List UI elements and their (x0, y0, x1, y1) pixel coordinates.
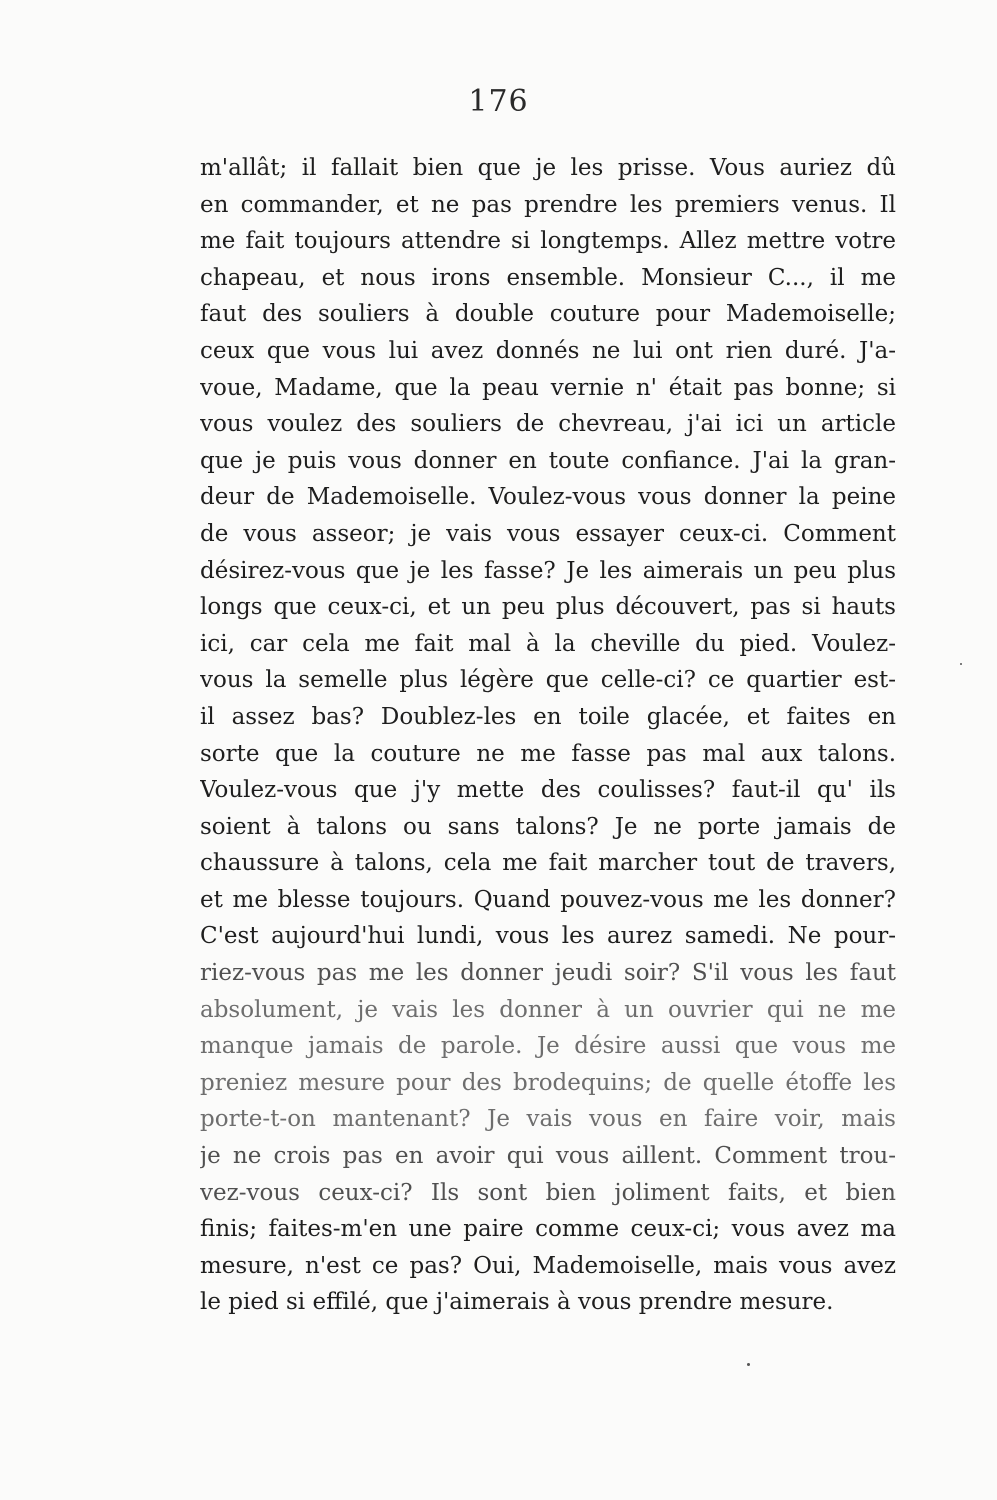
text-line: ceux que vous lui avez donnés ne lui ont rien duré. J'a- (200, 337, 896, 364)
text-line: chapeau, et nous irons ensemble. Monsieur C..., il me (200, 264, 896, 291)
text-line: il assez bas? Doublez-les en toile glacée, et faites en (200, 703, 896, 730)
text-line: soient à talons ou sans talons? Je ne porte jamais de (200, 813, 896, 840)
body-text (200, 150, 896, 1321)
text-line: m'allât; il fallait bien que je les prisse. Vous auriez dû (200, 155, 896, 181)
page-number: 176 (468, 84, 529, 119)
text-line: Voulez-vous que j'y mette des coulisses? faut-il qu' ils (200, 777, 896, 804)
text-line: deur de Mademoiselle. Voulez-vous vous donner la peine (200, 484, 896, 511)
text-line: finis; faites-m'en une paire comme ceux-ci; vous avez ma (200, 1216, 896, 1243)
text-line: manque jamais de parole. Je désire aussi que vous me (200, 1033, 896, 1060)
text-line: mesure, n'est ce pas? Oui, Mademoiselle, mais vous avez (200, 1252, 896, 1279)
text-line: porte-t-on mantenant? Je vais vous en faire voir, mais (200, 1106, 896, 1133)
text-line: ici, car cela me fait mal à la cheville du pied. Voulez- (200, 630, 896, 657)
ink-speck (960, 663, 962, 665)
text-line: me fait toujours attendre si longtemps. Allez mettre votre (200, 228, 896, 255)
text-line: le pied si effilé, que j'aimerais à vous prendre mesure. (200, 1289, 834, 1316)
text-line: C'est aujourd'hui lundi, vous les aurez samedi. Ne pour- (200, 923, 896, 950)
text-line: riez-vous pas me les donner jeudi soir? S'il vous les faut (200, 960, 896, 987)
ink-speck (747, 1363, 750, 1366)
text-line: de vous asseor; je vais vous essayer ceux-ci. Comment (200, 520, 896, 547)
text-line: chaussure à talons, cela me fait marcher tout de travers, (200, 850, 896, 877)
text-line: en commander, et ne pas prendre les premiers venus. Il (200, 191, 896, 218)
text-line: que je puis vous donner en toute confiance. J'ai la gran- (200, 447, 896, 474)
text-line: je ne crois pas en avoir qui vous aillent. Comment trou- (200, 1143, 896, 1170)
text-line: et me blesse toujours. Quand pouvez-vous me les donner? (200, 886, 896, 913)
text-line: sorte que la couture ne me fasse pas mal aux talons. (200, 740, 896, 767)
text-line: preniez mesure pour des brodequins; de quelle étoffe les (200, 1069, 896, 1096)
text-line: longs que ceux-ci, et un peu plus découvert, pas si hauts (200, 594, 896, 621)
text-line: absolument, je vais les donner à un ouvrier qui ne me (200, 996, 896, 1023)
text-line: désirez-vous que je les fasse? Je les aimerais un peu plus (200, 557, 896, 584)
text-line: vous la semelle plus légère que celle-ci? ce quartier est- (200, 667, 896, 694)
text-line: vez-vous ceux-ci? Ils sont bien joliment faits, et bien (200, 1179, 896, 1206)
text-line: vous voulez des souliers de chevreau, j'ai ici un article (200, 411, 896, 438)
text-line: faut des souliers à double couture pour Mademoiselle; (200, 301, 896, 328)
text-line: voue, Madame, que la peau vernie n' était pas bonne; si (200, 374, 896, 401)
